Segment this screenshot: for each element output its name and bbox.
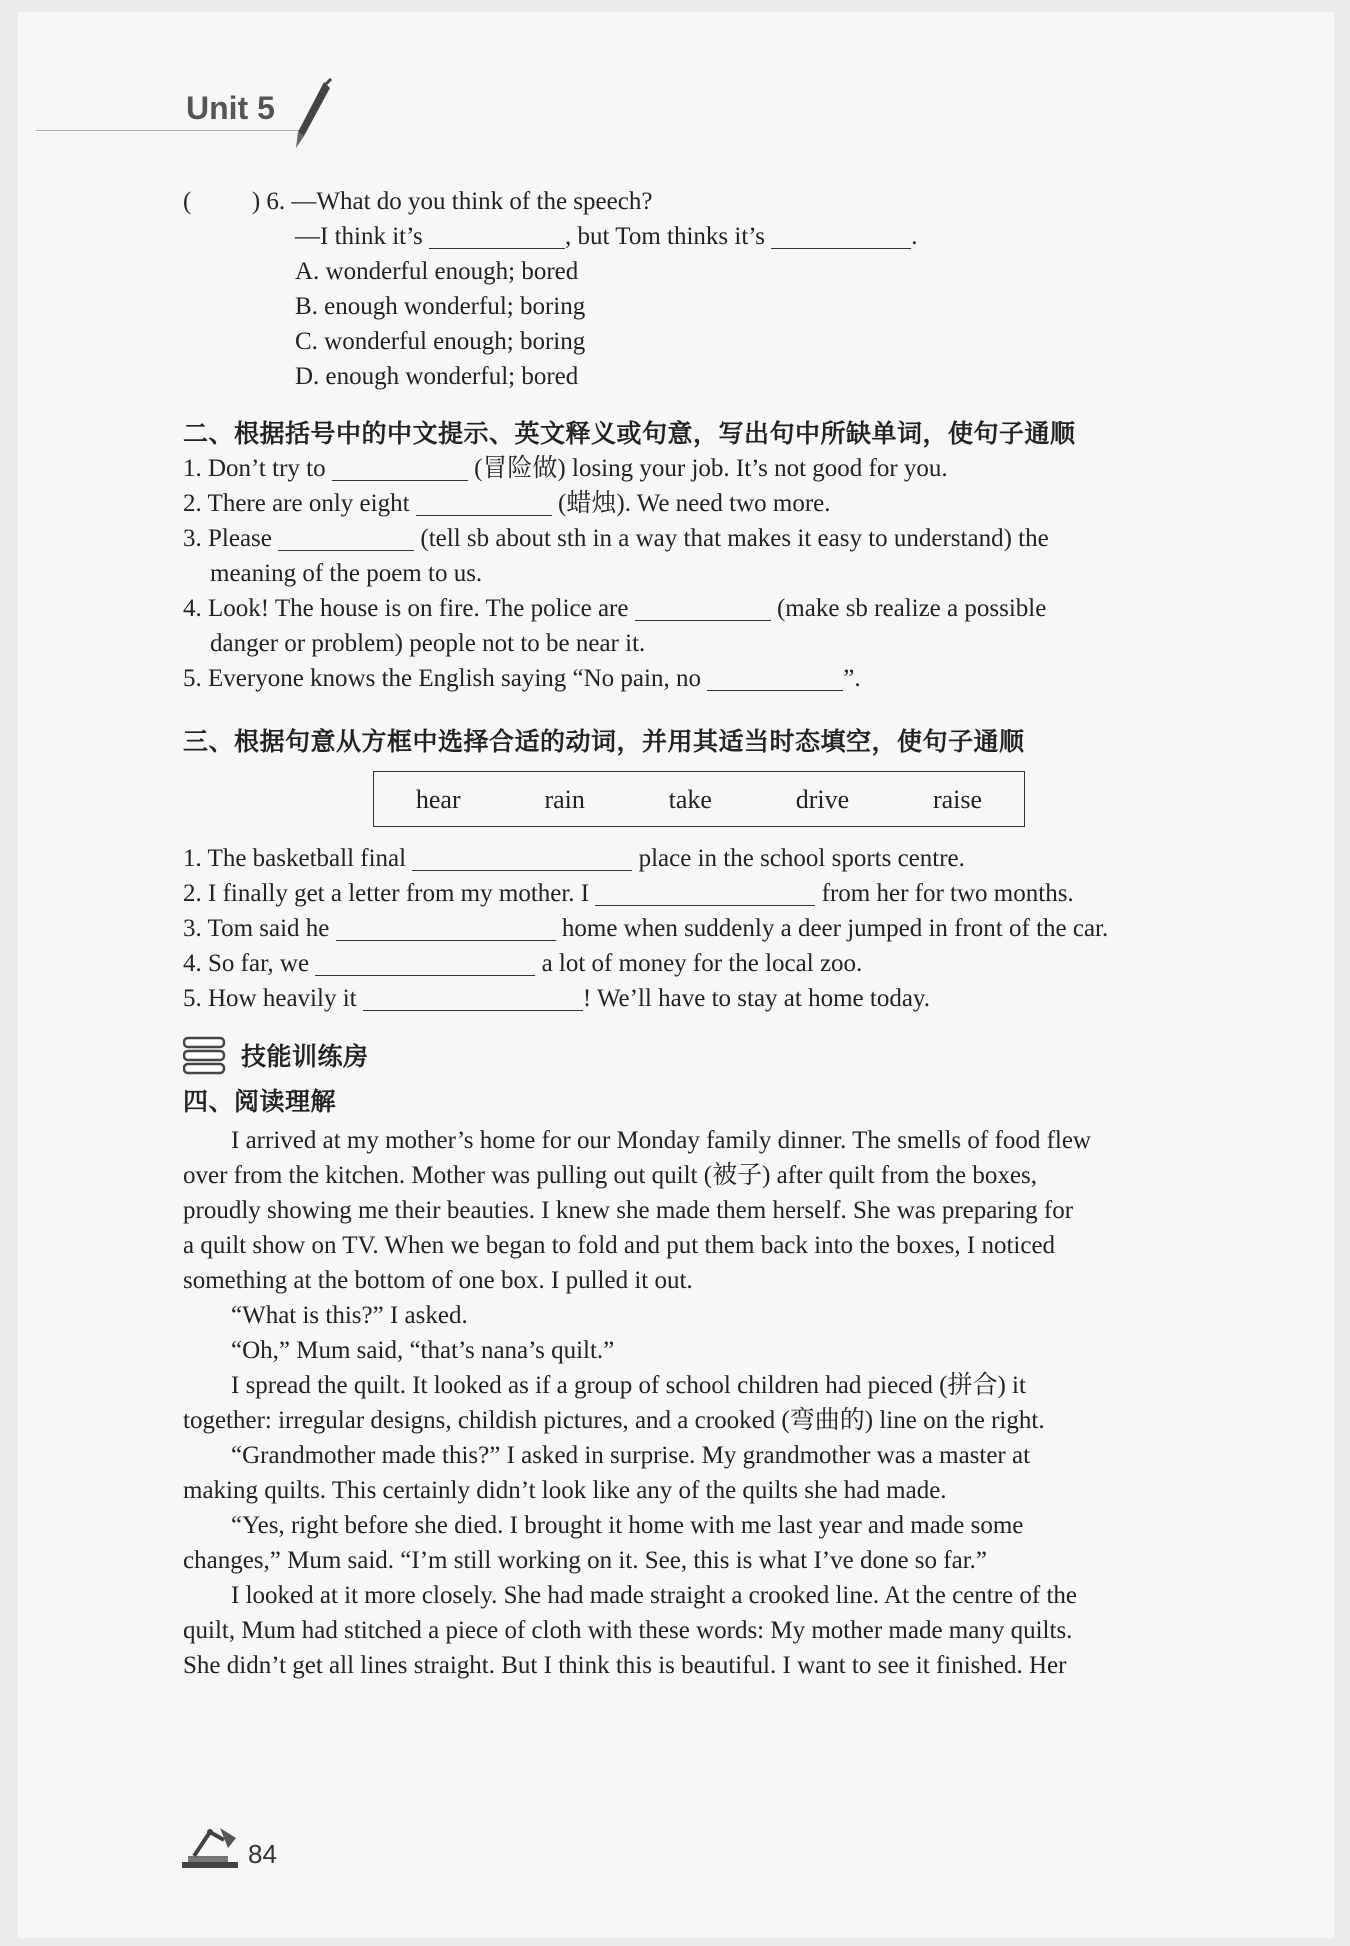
passage-line: proudly showing me their beauties. I knew she made them herself. She was preparing for — [183, 1197, 1074, 1224]
item-text: 3. Tom said he — [183, 915, 330, 942]
item-text: 3. Please — [183, 525, 272, 552]
item-text: (蜡烛). We need two more. — [558, 490, 831, 517]
item-continuation: danger or problem) people not to be near it. — [210, 630, 646, 657]
item-text: ! We’ll have to stay at home today. — [582, 985, 931, 1012]
passage-line: “Yes, right before she died. I brought it home with me last year and made some — [231, 1512, 1024, 1539]
fill-blank[interactable] — [363, 984, 583, 1011]
fill-blank[interactable] — [412, 844, 632, 871]
item-text: 4. Look! The house is on fire. The police are — [183, 595, 629, 622]
response-part-b: , but Tom thinks it’s — [565, 223, 765, 250]
fill-blank[interactable] — [416, 489, 552, 516]
word-option: drive — [795, 784, 850, 814]
response-part-a: —I think it’s — [295, 223, 423, 250]
worksheet-content — [183, 184, 1203, 1683]
item-text: 2. There are only eight — [183, 490, 410, 517]
item-text: ”. — [843, 665, 861, 692]
passage-line: something at the bottom of one box. I pulled it out. — [183, 1267, 693, 1294]
item-text: 1. Don’t try to — [183, 455, 326, 482]
section-2-item — [183, 486, 1203, 521]
reading-passage — [183, 1123, 1203, 1683]
pen-icon — [290, 78, 334, 150]
passage-line: “Grandmother made this?” I asked in surprise. My grandmother was a master at — [231, 1442, 1031, 1469]
section-2-item — [183, 661, 1203, 696]
desk-lamp-icon — [180, 1818, 242, 1870]
passage-line: changes,” Mum said. “I’m still working on it. See, this is what I’ve done so far.” — [183, 1547, 988, 1574]
fill-blank[interactable] — [595, 879, 815, 906]
workbook-page — [18, 12, 1334, 1938]
item-text: (make sb realize a possible — [776, 595, 1047, 622]
passage-line: She didn’t get all lines straight. But I think this is beautiful. I want to see it finished. Her — [183, 1652, 1067, 1679]
section-3-item — [183, 946, 1203, 981]
question-6-text: ) 6. —What do you think of the speech? — [251, 188, 653, 215]
passage-line: I spread the quilt. It looked as if a group of school children had pieced (拼合) it — [231, 1372, 1026, 1399]
passage-line: “What is this?” I asked. — [231, 1302, 468, 1329]
item-text: 5. How heavily it — [183, 985, 357, 1012]
fill-blank[interactable] — [278, 524, 414, 551]
passage-line: a quilt show on TV. When we began to fold and put them back into the boxes, I noticed — [183, 1232, 1056, 1259]
option-c[interactable]: C. wonderful enough; boring — [295, 328, 586, 355]
option-b[interactable]: B. enough wonderful; boring — [295, 293, 586, 320]
page-footer — [180, 1818, 277, 1870]
passage-line: I looked at it more closely. She had made straight a crooked line. At the centre of the — [231, 1582, 1078, 1609]
page-number: 84 — [248, 1839, 277, 1869]
item-text: (tell sb about sth in a way that makes it easy to understand) the — [420, 525, 1049, 552]
fill-blank[interactable] — [635, 594, 771, 621]
skills-banner — [183, 1036, 1203, 1076]
question-6-response — [183, 219, 1203, 254]
item-text: place in the school sports centre. — [638, 845, 965, 872]
passage-line: quilt, Mum had stitched a piece of cloth with these words: My mother made many quilts. — [183, 1617, 1073, 1644]
item-text: a lot of money for the local zoo. — [541, 950, 863, 977]
unit-title: Unit 5 — [186, 90, 275, 126]
item-text: 2. I finally get a letter from my mother. I — [183, 880, 590, 907]
response-part-c: . — [911, 223, 918, 250]
option-a[interactable]: A. wonderful enough; bored — [295, 258, 579, 285]
fill-blank[interactable] — [315, 949, 535, 976]
header-rule — [36, 130, 306, 131]
section-3-item — [183, 876, 1203, 911]
skills-title: 技能训练房 — [241, 1041, 369, 1071]
item-continuation: meaning of the poem to us. — [210, 560, 483, 587]
answer-space[interactable] — [198, 188, 246, 214]
fill-blank[interactable] — [707, 664, 843, 691]
answer-bracket-open: ( — [183, 188, 192, 215]
passage-line: making quilts. This certainly didn’t look like any of the quilts she had made. — [183, 1477, 947, 1504]
section-4-heading: 四、阅读理解 — [183, 1087, 337, 1116]
section-3-heading: 三、根据句意从方框中选择合适的动词，并用其适当时态填空，使句子通顺 — [183, 727, 1025, 756]
option-d[interactable]: D. enough wonderful; bored — [295, 363, 579, 390]
section-2-heading: 二、根据括号中的中文提示、英文释义或句意，写出句中所缺单词，使句子通顺 — [183, 419, 1076, 448]
section-3-item — [183, 911, 1203, 946]
fill-blank[interactable] — [429, 222, 565, 249]
passage-line: “Oh,” Mum said, “that’s nana’s quilt.” — [231, 1337, 615, 1364]
item-text: 4. So far, we — [183, 950, 310, 977]
question-6 — [183, 184, 1203, 219]
section-2-item — [183, 591, 1203, 626]
section-3-item — [183, 841, 1203, 876]
item-text: from her for two months. — [821, 880, 1074, 907]
word-option: take — [668, 784, 712, 814]
passage-line: I arrived at my mother’s home for our Monday family dinner. The smells of food flew — [231, 1127, 1091, 1154]
section-3-item — [183, 981, 1203, 1016]
fill-blank[interactable] — [771, 222, 911, 249]
passage-line: together: irregular designs, childish pictures, and a crooked (弯曲的) line on the right. — [183, 1407, 1045, 1434]
section-2-item — [183, 521, 1203, 556]
word-option: hear — [415, 784, 461, 814]
item-text: home when suddenly a deer jumped in front of the car. — [561, 915, 1109, 942]
item-text: (冒险做) losing your job. It’s not good for you. — [474, 455, 948, 482]
fill-blank[interactable] — [336, 914, 556, 941]
passage-line: over from the kitchen. Mother was pulling out quilt (被子) after quilt from the boxes, — [183, 1162, 1037, 1189]
word-option: raise — [932, 784, 983, 814]
stack-lines-icon — [183, 1036, 227, 1076]
section-2-item — [183, 451, 1203, 486]
fill-blank[interactable] — [332, 454, 468, 481]
item-text: 1. The basketball final — [183, 845, 407, 872]
word-box — [373, 771, 1025, 827]
word-option: rain — [544, 784, 585, 814]
item-text: 5. Everyone knows the English saying “No pain, no — [183, 665, 701, 692]
